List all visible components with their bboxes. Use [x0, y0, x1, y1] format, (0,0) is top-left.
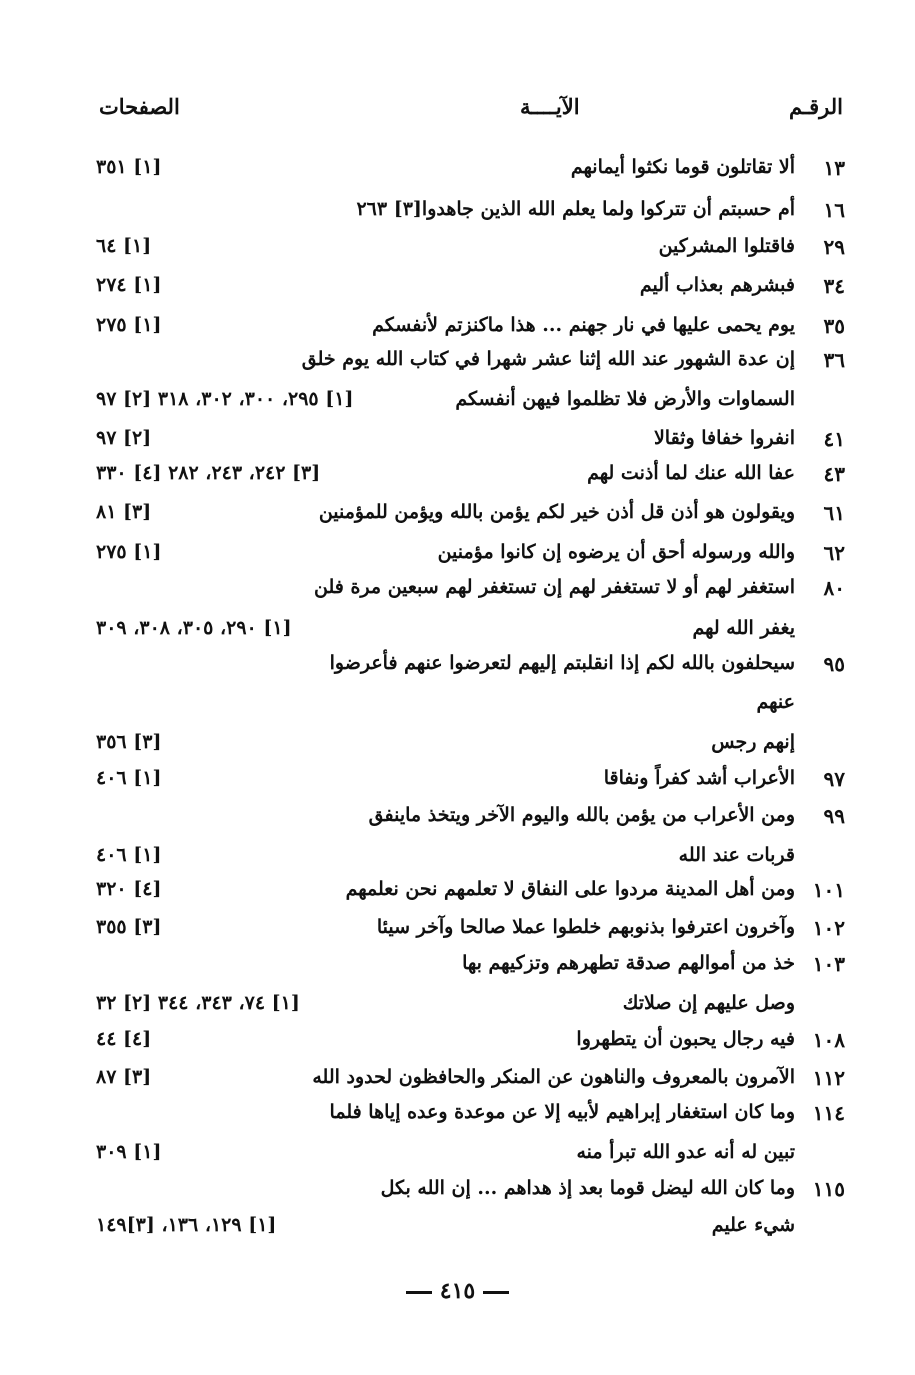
ayah-text: عفا الله عنك لما أذنت لهم — [587, 462, 795, 484]
ayah-number: ١٠٣ — [812, 952, 845, 976]
table-row — [0, 840, 915, 876]
table-row — [0, 231, 915, 267]
ayah-text: ومن أهل المدينة مردوا على النفاق لا تعلمهم نحن نعلمهم — [345, 878, 795, 900]
ayah-text: انفروا خفافا وثقالا — [653, 427, 795, 449]
table-row — [0, 763, 915, 799]
ayah-number: ٨٠ — [823, 576, 845, 600]
ayah-number: ١٠١ — [812, 878, 845, 902]
ayah-number: ٣٤ — [823, 274, 845, 298]
table-row — [0, 687, 915, 723]
folio-dash-right — [483, 1291, 509, 1294]
ayah-text: ألا تقاتلون قوما نكثوا أيمانهم — [570, 156, 795, 178]
folio-text: ٤١٥ — [439, 1278, 476, 1304]
table-row — [0, 1024, 915, 1060]
page-references: [١] ٣٠٩ — [96, 1141, 162, 1163]
table-row — [0, 270, 915, 306]
ayah-text: الأعراب أشد كفراً ونفاقا — [603, 767, 795, 789]
ayah-number: ٦١ — [823, 501, 845, 525]
ayah-text: خذ من أموالهم صدقة تطهرهم وتزكيهم بها — [462, 952, 795, 974]
table-row — [0, 1062, 915, 1098]
ayah-number: ١٦ — [823, 198, 845, 222]
page-references: [١] ٤٠٦ — [96, 767, 162, 789]
page-references: [١] ٢٩٥، ٣٠٠، ٣٠٢، ٣١٨ [٢] ٩٧ — [96, 388, 354, 410]
ayah-number: ١١٤ — [812, 1101, 845, 1125]
table-row — [0, 194, 915, 230]
page-references: [١] ٢٧٥ — [96, 314, 162, 336]
page-references: [١] ٣٥١ — [96, 156, 162, 178]
ayah-text: السماوات والأرض فلا تظلموا فيهن أنفسكم — [455, 388, 795, 410]
page-references: [٣] ٢٤٢، ٢٤٣، ٢٨٢ [٤] ٣٣٠ — [96, 462, 321, 484]
ayah-text: إن عدة الشهور عند الله إثنا عشر شهرا في كتاب الله يوم خلق — [301, 348, 795, 370]
ayah-number: ٩٥ — [823, 652, 845, 676]
ayah-text: إنهم رجس — [711, 731, 795, 753]
ayah-number: ١١٢ — [812, 1066, 845, 1090]
ayah-text: عنهم — [756, 691, 795, 713]
ayah-number: ٦٢ — [823, 541, 845, 565]
page-references: [١] ٧٤، ٣٤٣، ٣٤٤ [٢] ٣٢ — [96, 992, 300, 1014]
ayah-text: يوم يحمى عليها في نار جهنم ... هذا ماكنزتم لأنفسكم — [372, 314, 795, 336]
table-row — [0, 1097, 915, 1133]
ayah-number: ٤٣ — [823, 462, 845, 486]
table-row — [0, 613, 915, 649]
ayah-number: ١١٥ — [812, 1177, 845, 1201]
table-row — [0, 572, 915, 608]
table-row — [0, 458, 915, 494]
page-references: [٣] ٨٧ — [96, 1066, 152, 1088]
ayah-text: يغفر الله لهم — [692, 617, 795, 639]
ayah-text: وما كان الله ليضل قوما بعد إذ هداهم ... إن الله بكل — [380, 1177, 795, 1199]
ayah-text: سيحلفون بالله لكم إذا انقلبتم إليهم لتعرضوا عنهم فأعرضوا — [329, 652, 795, 674]
table-row — [0, 152, 915, 188]
ayah-text: وصل عليهم إن صلاتك — [622, 992, 795, 1014]
table-row — [0, 384, 915, 420]
column-header-number: الرقـم — [789, 94, 843, 119]
table-row — [0, 727, 915, 763]
ayah-text: وما كان استغفار إبراهيم لأبيه إلا عن موعدة وعده إياها فلما — [329, 1101, 795, 1123]
ayah-number: ١٣ — [823, 156, 845, 180]
page-references: [١] ٢٩٠، ٣٠٥، ٣٠٨، ٣٠٩ — [96, 617, 292, 639]
table-row — [0, 310, 915, 346]
folio-dash-left — [406, 1291, 432, 1294]
ayah-number: ٤١ — [823, 427, 845, 451]
column-header-ayah: الآيــــة — [520, 94, 580, 119]
table-row — [0, 648, 915, 684]
page-references: [٣] ٣٥٥ — [96, 916, 162, 938]
ayah-number: ٣٦ — [823, 348, 845, 372]
column-header-pages: الصفحات — [99, 94, 180, 119]
ayah-text: شيء عليم — [711, 1214, 795, 1236]
ayah-text: أم حسبتم أن تتركوا ولما يعلم الله الذين جاهدوا[٣] ٢٦٣ — [356, 198, 795, 220]
page-references: [١] ١٢٩، ١٣٦، [٣]١٤٩ — [96, 1214, 277, 1236]
ayah-number: ١٠٢ — [812, 916, 845, 940]
table-row — [0, 912, 915, 948]
table-row — [0, 1137, 915, 1173]
ayah-text: الآمرون بالمعروف والناهون عن المنكر والحافظون لحدود الله — [312, 1066, 795, 1088]
page-references: [٢] ٩٧ — [96, 427, 152, 449]
page-references: [٤] ٤٤ — [96, 1028, 152, 1050]
page-references: [١] ٢٧٥ — [96, 541, 162, 563]
table-row — [0, 948, 915, 984]
table-row — [0, 800, 915, 836]
table-row — [0, 423, 915, 459]
page-references: [١] ٦٤ — [96, 235, 152, 257]
ayah-text: قربات عند الله — [678, 844, 795, 866]
table-row — [0, 1173, 915, 1209]
table-row — [0, 874, 915, 910]
table-row — [0, 1210, 915, 1246]
table-row — [0, 497, 915, 533]
ayah-number: ٩٧ — [823, 767, 845, 791]
ayah-text: ومن الأعراب من يؤمن بالله واليوم الآخر ويتخذ ماينفق — [368, 804, 795, 826]
ayah-text: فاقتلوا المشركين — [658, 235, 795, 257]
table-row — [0, 537, 915, 573]
page-references: [١] ٢٧٤ — [96, 274, 162, 296]
table-row — [0, 988, 915, 1024]
page-references: [١] ٤٠٦ — [96, 844, 162, 866]
page-references: [٤] ٣٢٠ — [96, 878, 162, 900]
page-references: [٣] ٣٥٦ — [96, 731, 162, 753]
ayah-text: تبين له أنه عدو الله تبرأ منه — [576, 1141, 795, 1163]
ayah-number: ٣٥ — [823, 314, 845, 338]
page-number — [0, 1278, 915, 1304]
ayah-text: فيه رجال يحبون أن يتطهروا — [576, 1028, 795, 1050]
ayah-number: ٢٩ — [823, 235, 845, 259]
ayah-text: فبشرهم بعذاب أليم — [639, 274, 795, 296]
ayah-text: استغفر لهم أو لا تستغفر لهم إن تستغفر لهم سبعين مرة فلن — [314, 576, 795, 598]
ayah-text: والله ورسوله أحق أن يرضوه إن كانوا مؤمنين — [437, 541, 795, 563]
ayah-text: ويقولون هو أذن قل أذن خير لكم يؤمن بالله ويؤمن للمؤمنين — [318, 501, 795, 523]
page-references: [٣] ٨١ — [96, 501, 152, 523]
ayah-number: ٩٩ — [823, 804, 845, 828]
table-row — [0, 344, 915, 380]
ayah-number: ١٠٨ — [812, 1028, 845, 1052]
ayah-text: وآخرون اعترفوا بذنوبهم خلطوا عملا صالحا وآخر سيئا — [376, 916, 795, 938]
